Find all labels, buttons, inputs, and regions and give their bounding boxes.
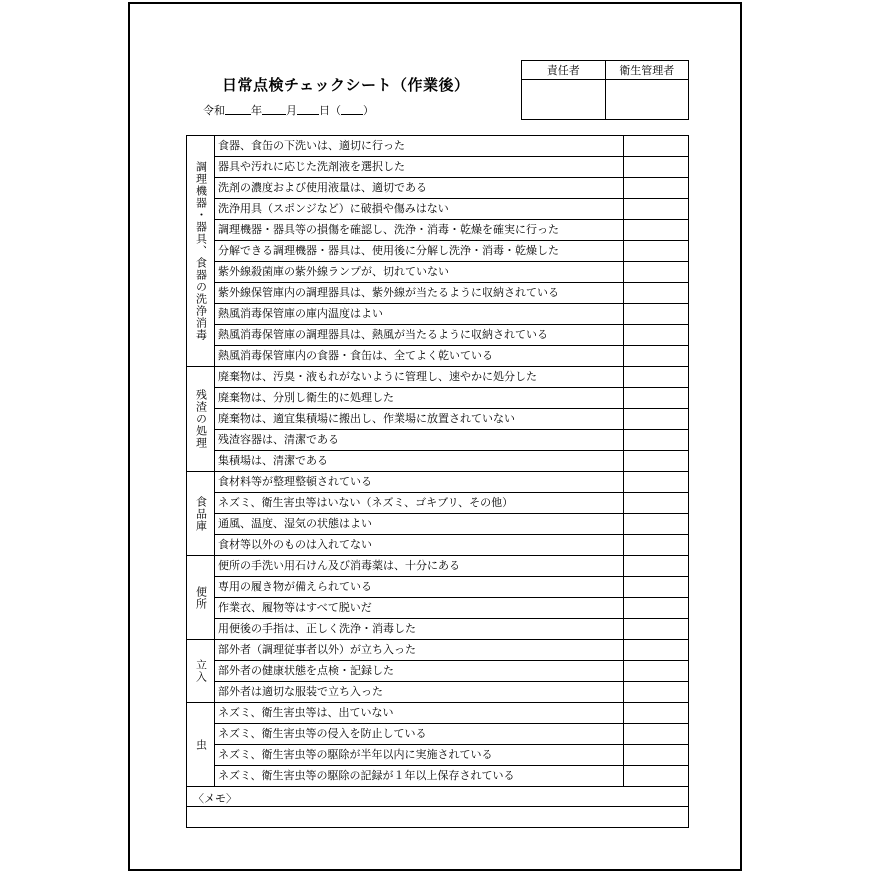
hygiene-manager-stamp-cell[interactable] xyxy=(605,80,689,119)
check-item-text: 廃棄物は、汚臭・液もれがないように管理し、速やかに処分した xyxy=(218,370,537,383)
category-label: 食品庫 xyxy=(194,495,208,532)
check-item-text: 用便後の手指は、正しく洗浄・消毒した xyxy=(218,622,416,635)
check-item-text: ネズミ、衛生害虫等はいない（ネズミ、ゴキブリ、その他） xyxy=(218,496,514,509)
check-item-text: 便所の手洗い用石けん及び消毒薬は、十分にある xyxy=(218,559,460,572)
check-item-text: 紫外線殺菌庫の紫外線ランプが、切れていない xyxy=(218,265,449,278)
table-row xyxy=(215,534,688,555)
table-row xyxy=(215,324,688,345)
table-row xyxy=(215,408,688,429)
category-label: 調理機器・器具、食器の洗浄消毒 xyxy=(194,161,208,341)
check-item-text: 食材料等が整理整頓されている xyxy=(218,475,372,488)
table-row xyxy=(215,282,688,303)
weekday-open-paren: （ xyxy=(330,104,341,117)
check-item-text: 熱風消毒保管庫の調理器具は、熱風が当たるように収納されている xyxy=(218,328,548,341)
table-row xyxy=(215,261,688,282)
check-cell[interactable] xyxy=(623,241,688,261)
check-item-text: 部外者は適切な服装で立ち入った xyxy=(218,685,383,698)
page-title: 日常点検チェックシート（作業後） xyxy=(222,76,470,94)
check-cell[interactable] xyxy=(623,598,688,618)
check-cell[interactable] xyxy=(623,409,688,429)
category-cell xyxy=(187,703,215,786)
check-cell[interactable] xyxy=(623,556,688,576)
date-line xyxy=(203,102,374,118)
check-cell[interactable] xyxy=(623,283,688,303)
weekday-blank[interactable] xyxy=(341,103,363,115)
signature-stamp-area xyxy=(522,80,688,119)
check-item-text: 部外者の健康状態を点検・記録した xyxy=(218,664,394,677)
checklist-section xyxy=(187,639,688,702)
check-cell[interactable] xyxy=(623,745,688,765)
category-cell xyxy=(187,472,215,555)
signature-box xyxy=(521,60,689,120)
check-cell[interactable] xyxy=(623,493,688,513)
check-item-text: 廃棄物は、分別し衛生的に処理した xyxy=(218,391,394,404)
check-item-text: 残渣容器は、清潔である xyxy=(218,433,339,446)
table-row xyxy=(215,450,688,471)
day-blank[interactable] xyxy=(297,103,319,115)
table-row xyxy=(215,597,688,618)
checklist-table xyxy=(186,135,689,828)
checklist-section xyxy=(187,136,688,366)
table-row xyxy=(215,177,688,198)
memo-divider xyxy=(187,806,688,807)
table-row xyxy=(215,198,688,219)
check-cell[interactable] xyxy=(623,451,688,471)
table-row xyxy=(215,765,688,786)
table-row xyxy=(215,744,688,765)
check-cell[interactable] xyxy=(623,619,688,639)
check-item-text: 熱風消毒保管庫の庫内温度はよい xyxy=(218,307,383,320)
table-row xyxy=(215,219,688,240)
checklist-section xyxy=(187,366,688,471)
table-row xyxy=(215,640,688,660)
table-row xyxy=(215,156,688,177)
table-row xyxy=(215,618,688,639)
table-row xyxy=(215,387,688,408)
check-item-text: 廃棄物は、適宜集積場に搬出し、作業場に放置されていない xyxy=(218,412,515,425)
check-item-text: ネズミ、衛生害虫等は、出ていない xyxy=(218,706,394,719)
table-row xyxy=(215,556,688,576)
table-row xyxy=(215,681,688,702)
category-label: 立入 xyxy=(194,659,208,683)
responsible-label: 責任者 xyxy=(546,64,580,77)
check-item-text: 分解できる調理機器・器具は、使用後に分解し洗浄・消毒・乾燥した xyxy=(218,244,559,257)
check-cell[interactable] xyxy=(623,304,688,324)
month-blank[interactable] xyxy=(262,103,286,115)
checklist-section xyxy=(187,555,688,639)
category-label: 残渣の処理 xyxy=(194,389,208,449)
table-row xyxy=(215,492,688,513)
check-item-text: ネズミ、衛生害虫等の侵入を防止している xyxy=(218,727,427,740)
check-cell[interactable] xyxy=(623,388,688,408)
month-label: 月 xyxy=(286,104,297,117)
memo-area[interactable] xyxy=(187,786,688,827)
hygiene-manager-label: 衛生管理者 xyxy=(605,61,689,79)
check-item-text: 熱風消毒保管庫内の食器・食缶は、全てよく乾いている xyxy=(218,349,493,362)
check-item-text: 食器、食缶の下洗いは、適切に行った xyxy=(218,139,405,152)
check-cell[interactable] xyxy=(623,661,688,681)
check-item-text: ネズミ、衛生害虫等の駆除が半年以内に実施されている xyxy=(218,748,493,761)
check-item-text: 洗剤の濃度および使用液量は、適切である xyxy=(218,181,427,194)
table-row xyxy=(215,367,688,387)
category-cell xyxy=(187,136,215,366)
table-row xyxy=(215,136,688,156)
table-row xyxy=(215,576,688,597)
check-cell[interactable] xyxy=(623,367,688,387)
checklist-section xyxy=(187,702,688,786)
check-cell[interactable] xyxy=(623,262,688,282)
check-cell[interactable] xyxy=(623,766,688,786)
check-item-text: ネズミ、衛生害虫等の駆除の記録が１年以上保存されている xyxy=(218,769,515,782)
check-item-text: 食材等以外のものは入れてない xyxy=(218,538,372,551)
check-cell[interactable] xyxy=(623,724,688,744)
check-cell[interactable] xyxy=(623,514,688,534)
table-row xyxy=(215,513,688,534)
check-cell[interactable] xyxy=(623,535,688,555)
check-item-text: 調理機器・器具等の損傷を確認し、洗浄・消毒・乾燥を確実に行った xyxy=(218,223,559,236)
item-rows xyxy=(215,640,688,702)
check-cell[interactable] xyxy=(623,703,688,723)
item-rows xyxy=(215,136,688,366)
item-rows xyxy=(215,472,688,555)
item-rows xyxy=(215,703,688,786)
table-row xyxy=(215,660,688,681)
check-cell[interactable] xyxy=(623,178,688,198)
item-rows xyxy=(215,556,688,639)
check-cell[interactable] xyxy=(623,640,688,660)
table-row xyxy=(215,723,688,744)
table-row xyxy=(215,240,688,261)
memo-label: 〈メモ〉 xyxy=(193,792,237,805)
check-cell[interactable] xyxy=(623,682,688,702)
check-item-text: 通風、温度、湿気の状態はよい xyxy=(218,517,372,530)
checklist-section xyxy=(187,471,688,555)
category-label: 便所 xyxy=(194,585,208,610)
category-cell xyxy=(187,556,215,639)
check-cell[interactable] xyxy=(623,430,688,450)
check-cell[interactable] xyxy=(623,136,688,156)
check-cell[interactable] xyxy=(623,325,688,345)
table-row xyxy=(215,303,688,324)
check-item-text: 作業衣、履物等はすべて脱いだ xyxy=(218,601,372,614)
table-row xyxy=(215,345,688,366)
check-item-text: 器具や汚れに応じた洗剤液を選択した xyxy=(218,160,405,173)
check-cell[interactable] xyxy=(623,199,688,219)
check-cell[interactable] xyxy=(623,220,688,240)
check-item-text: 集積場は、清潔である xyxy=(218,454,328,467)
weekday-close-paren: ） xyxy=(363,104,374,117)
check-cell[interactable] xyxy=(623,472,688,492)
category-label: 虫 xyxy=(194,738,208,751)
table-row xyxy=(215,429,688,450)
check-cell[interactable] xyxy=(623,346,688,366)
table-row xyxy=(215,703,688,723)
era-label: 令和 xyxy=(203,104,225,117)
year-label: 年 xyxy=(251,104,262,117)
check-item-text: 洗浄用具（スポンジなど）に破損や傷みはない xyxy=(218,202,449,215)
table-row xyxy=(215,472,688,492)
check-item-text: 紫外線保管庫内の調理器具は、紫外線が当たるように収納されている xyxy=(218,286,559,299)
signature-header xyxy=(522,61,688,80)
check-cell[interactable] xyxy=(623,577,688,597)
check-cell[interactable] xyxy=(623,157,688,177)
category-cell xyxy=(187,367,215,471)
category-cell xyxy=(187,640,215,702)
check-item-text: 専用の履き物が備えられている xyxy=(218,580,372,593)
check-item-text: 部外者（調理従事者以外）が立ち入った xyxy=(218,643,416,656)
responsible-stamp-cell[interactable] xyxy=(522,80,605,119)
year-blank[interactable] xyxy=(225,103,251,115)
item-rows xyxy=(215,367,688,471)
day-label: 日 xyxy=(319,104,330,117)
